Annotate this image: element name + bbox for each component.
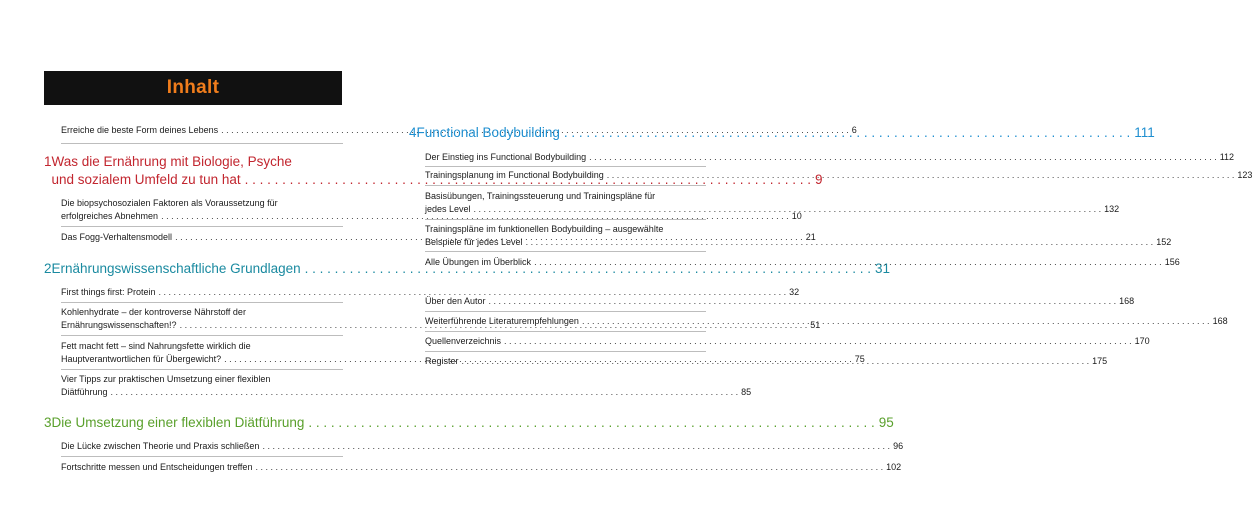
divider [425,351,706,352]
chapter-page: 95 [878,415,894,430]
divider [61,335,343,336]
dot-leader [582,315,1210,328]
entry-title-line-2: jedes Level [425,204,471,214]
toc-entry[interactable] [61,286,800,299]
entry-title: Der Einstieg ins Functional Bodybuilding [425,152,587,162]
toc-entry[interactable] [61,461,902,474]
entry-page: 112 [1219,152,1235,162]
entry-title: Trainingsplanung im Functional Bodybuilding [425,170,604,180]
entry-title-line-1: Die biopsychosozialen Faktoren als Voraussetzung für [61,198,278,208]
dot-leader [308,414,874,432]
entry-page: 102 [886,462,902,472]
chapter-number: 1 [44,154,52,169]
dot-leader [462,355,1090,368]
dot-leader [589,151,1217,164]
entry-title-line-1: Basisübungen, Trainingssteuerung und Trainingspläne für [425,191,656,201]
chapter-page: 9 [815,172,823,187]
chapter-page: 31 [875,261,891,276]
toc-entry[interactable] [61,373,752,399]
entry-title-line-1: Fett macht fett – sind Nahrungsfette wirklich die [61,341,251,351]
dot-leader [474,203,1102,216]
divider [425,185,706,186]
divider [61,226,343,227]
entry-page: 168 [1212,316,1228,326]
chapter-number: 3 [44,415,52,430]
dot-leader [111,386,739,399]
entry-page: 168 [1119,296,1135,306]
divider [425,311,706,312]
entry-page: 123 [1237,170,1252,180]
entry-title: Über den Autor [425,296,486,306]
entry-page: 32 [789,287,800,297]
toc-heading: Inhalt [166,77,220,98]
toc-heading-banner [44,71,342,105]
entry-page: 6 [851,125,857,135]
entry-title-line-2: Diätführung [61,387,108,397]
toc-entry[interactable] [61,440,904,453]
dot-leader [526,236,1154,249]
chapter-page: 111 [1134,125,1155,140]
divider [425,331,706,332]
dot-leader [255,461,883,474]
dot-leader [564,124,1130,142]
entry-title: First things first: Protein [61,287,156,297]
chapter-title: Functional Bodybuilding [416,125,560,140]
entry-title: Die Lücke zwischen Theorie und Praxis schließen [61,441,260,451]
divider [61,456,343,457]
toc-entry[interactable] [425,169,1252,182]
toc-entry-appendix[interactable] [425,295,1135,308]
chapter-title: Die Umsetzung einer flexiblen Diätführung [51,415,305,430]
entry-page: 21 [805,232,816,242]
dot-leader [504,335,1132,348]
entry-page: 170 [1134,336,1150,346]
divider [425,166,706,167]
entry-title-line-2: Ernährungswissenschaften!? [61,320,177,330]
entry-page: 96 [893,441,904,451]
chapter-number: 4 [409,125,417,140]
entry-title-line-2: Beispiele für jedes Level [425,237,523,247]
divider [61,369,343,370]
toc-entry-appendix[interactable] [425,355,1108,368]
entry-page: 156 [1164,257,1180,267]
divider [425,219,706,220]
toc-entry[interactable] [425,151,1235,164]
entry-title: Weiterführende Literaturempfehlungen [425,316,579,326]
entry-title-line-2: erfolgreiches Abnehmen [61,211,159,221]
entry-title-line-2: Hauptverantwortlichen für Übergewicht? [61,354,222,364]
dot-leader [534,256,1162,269]
divider [425,251,706,252]
chapter-number: 2 [44,261,52,276]
dot-leader [489,295,1117,308]
entry-title: Quellenverzeichnis [425,336,502,346]
entry-page: 132 [1104,204,1120,214]
chapter-title-line-1: Was die Ernährung mit Biologie, Psyche [51,154,292,169]
entry-title-line-1: Trainingspläne im funktionellen Bodybuilding – ausgewählte [425,224,664,234]
toc-entry-appendix[interactable] [425,335,1150,348]
entry-title: Fortschritte messen und Entscheidungen treffen [61,462,253,472]
entry-title: Register [425,356,459,366]
dot-leader [607,169,1235,182]
chapter-title: Ernährungswissenschaftliche Grundlagen [51,261,301,276]
divider [61,302,343,303]
entry-title-line-1: Vier Tipps zur praktischen Umsetzung einer flexiblen [61,374,271,384]
entry-page: 85 [741,387,752,397]
entry-title: Alle Übungen im Überblick [425,257,532,267]
entry-title: Das Fogg-Verhaltensmodell [61,232,173,242]
chapter-4-heading[interactable] [409,124,1155,142]
dot-leader [262,440,890,453]
entry-page: 51 [810,320,821,330]
entry-page: 175 [1092,356,1108,366]
chapter-title-line-2: und sozialem Umfeld zu tun hat [51,172,241,187]
entry-title-line-1: Kohlenhydrate – der kontroverse Nährstoff der [61,307,246,317]
entry-page: 152 [1156,237,1172,247]
entry-title: Erreiche die beste Form deines Lebens [61,125,219,135]
chapter-3-heading[interactable] [44,414,894,432]
divider [61,143,343,144]
entry-page: 75 [854,354,865,364]
entry-page: 10 [791,211,802,221]
